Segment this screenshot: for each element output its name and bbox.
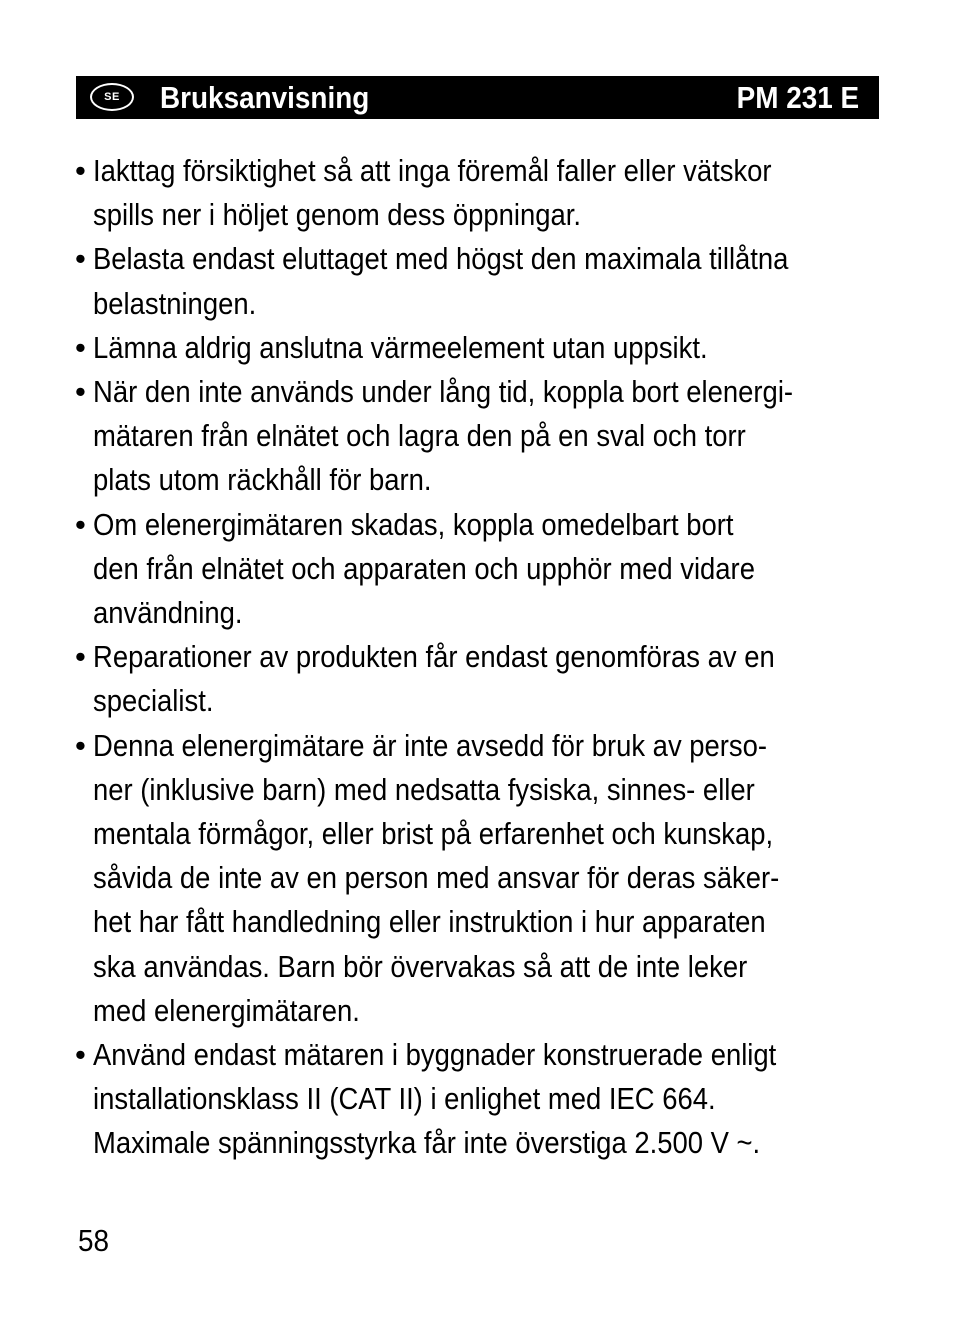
list-item-line: såvida de inte av en person med ansvar för deras säker- — [93, 860, 780, 896]
bullet-dot: • — [75, 639, 86, 675]
list-item-line: ner (inklusive barn) med nedsatta fysiska, sinnes- eller — [93, 771, 755, 807]
list-item-line: Iakttag försiktighet så att inga föremål faller eller vätskor — [93, 153, 772, 188]
bullet-dot: • — [75, 374, 86, 410]
list-item-line: Använd endast mätaren i byggnader konstruerade enligt — [93, 1037, 777, 1073]
list-item-line: het har fått handledning eller instruktion i hur apparaten — [93, 904, 766, 940]
list-item-line: Maximale spänningsstyrka får inte överstiga 2.500 V ~. — [93, 1125, 761, 1161]
list-item — [75, 635, 885, 723]
list-item — [75, 724, 885, 1033]
list-item — [75, 370, 885, 503]
bullet-dot: • — [75, 506, 86, 542]
bullet-dot: • — [75, 1037, 86, 1073]
list-item-line: Belasta endast eluttaget med högst den maximala tillåtna — [93, 241, 789, 277]
list-item — [75, 503, 885, 636]
list-item — [75, 326, 885, 370]
header-bar — [76, 76, 879, 119]
list-item-line: spills ner i höljet genom dess öppningar. — [93, 197, 582, 233]
language-badge: SE — [90, 83, 134, 111]
list-item-line: mentala förmågor, eller brist på erfarenhet och kunskap, — [93, 816, 774, 852]
page-number: 58 — [78, 1223, 110, 1258]
list-item-line: användning. — [93, 595, 243, 631]
list-item-line: Om elenergimätaren skadas, koppla omedelbart bort — [93, 506, 734, 542]
bullet-dot: • — [75, 329, 86, 365]
page-title: Bruksanvisning — [160, 80, 370, 115]
list-item — [75, 237, 885, 325]
list-item — [75, 1033, 885, 1166]
safety-instructions — [75, 149, 885, 1166]
list-item-line: den från elnätet och apparaten och upphör med vidare — [93, 550, 755, 586]
list-item-line: Lämna aldrig anslutna värmeelement utan uppsikt. — [93, 329, 708, 365]
model-number: PM 231 E — [736, 80, 859, 115]
list-item-line: med elenergimätaren. — [93, 992, 360, 1028]
list-item-line: ska användas. Barn bör övervakas så att de inte leker — [93, 948, 748, 984]
bullet-dot: • — [75, 727, 86, 763]
list-item-line: Denna elenergimätare är inte avsedd för bruk av perso- — [93, 727, 768, 763]
list-item-line: belastningen. — [93, 285, 257, 321]
bullet-dot: • — [75, 241, 86, 277]
bullet-dot: • — [75, 153, 86, 188]
list-item-line: Reparationer av produkten får endast genomföras av en — [93, 639, 775, 675]
list-item-line: specialist. — [93, 683, 214, 719]
list-item-line: installationsklass II (CAT II) i enlighet med IEC 664. — [93, 1081, 716, 1117]
list-item-line: plats utom räckhåll för barn. — [93, 462, 432, 498]
list-item — [75, 149, 885, 237]
list-item-line: mätaren från elnätet och lagra den på en sval och torr — [93, 418, 746, 454]
list-item-line: När den inte används under lång tid, koppla bort elenergi- — [93, 374, 794, 410]
bullet-list — [75, 149, 885, 1166]
